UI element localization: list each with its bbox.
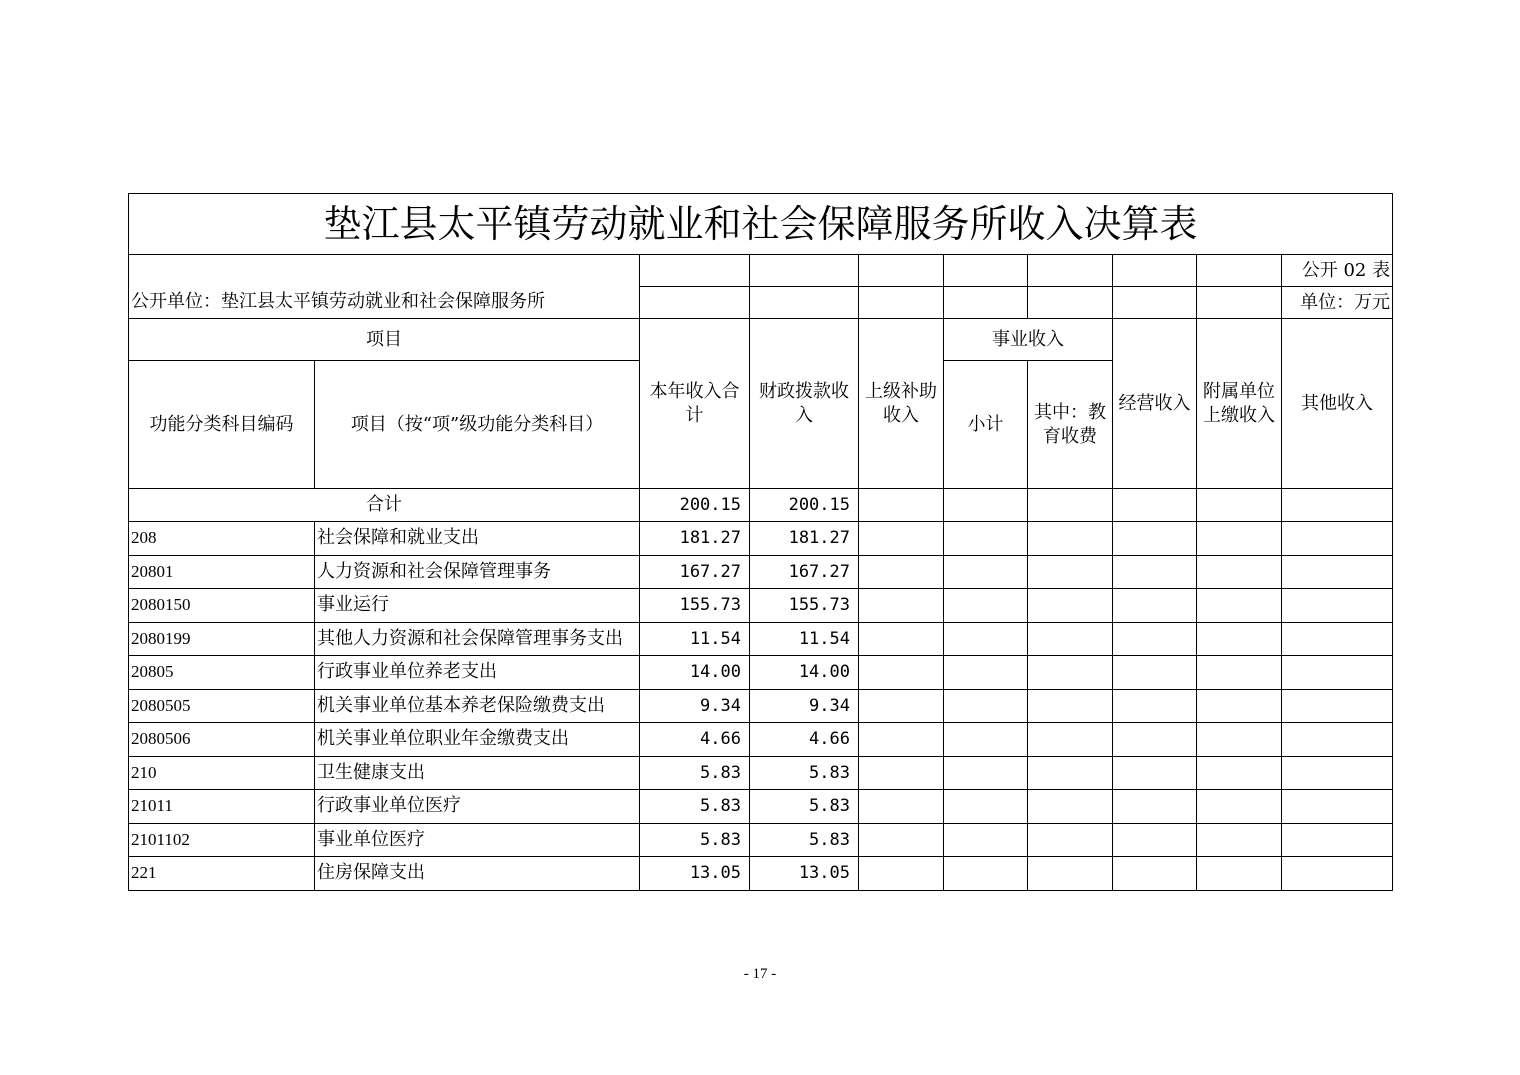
empty-cell: [1028, 622, 1113, 656]
empty-cell: [859, 522, 944, 556]
fiscal-cell: 181.27: [750, 522, 859, 556]
empty-cell: [944, 756, 1028, 790]
header-project: 项目: [129, 319, 640, 361]
empty-cell: [1197, 589, 1282, 623]
table-row: [129, 689, 1393, 723]
empty-cell: [944, 522, 1028, 556]
item-name-cell: 行政事业单位养老支出: [315, 656, 640, 690]
header-fiscal: 财政拨款收入: [750, 319, 859, 489]
header-business-income: 事业收入: [944, 319, 1113, 361]
total-income-cell: 200.15: [640, 489, 750, 522]
table-row: [129, 723, 1393, 757]
empty-cell: [1282, 823, 1393, 857]
empty-cell: [859, 790, 944, 824]
total-income-cell: 11.54: [640, 622, 750, 656]
empty-cell: [944, 555, 1028, 589]
func-code-cell: 2080506: [129, 723, 315, 757]
header-affiliated: 附属单位上缴收入: [1197, 319, 1282, 489]
reporting-unit: 公开单位：垫江县太平镇劳动就业和社会保障服务所: [129, 287, 640, 319]
total-income-cell: 13.05: [640, 857, 750, 891]
empty-cell: [944, 689, 1028, 723]
fiscal-cell: 13.05: [750, 857, 859, 891]
fiscal-cell: 155.73: [750, 589, 859, 623]
empty-cell: [944, 589, 1028, 623]
func-code-cell: 21011: [129, 790, 315, 824]
func-code-cell: 210: [129, 756, 315, 790]
empty-cell: [944, 622, 1028, 656]
empty-cell: [859, 723, 944, 757]
empty-cell: [1282, 522, 1393, 556]
empty-cell: [1113, 656, 1197, 690]
func-code-cell: 2101102: [129, 823, 315, 857]
total-income-cell: 9.34: [640, 689, 750, 723]
empty-cell: [1197, 555, 1282, 589]
func-code-cell: 221: [129, 857, 315, 891]
func-code-cell: 2080199: [129, 622, 315, 656]
item-name-cell: 住房保障支出: [315, 857, 640, 891]
item-name-cell: 社会保障和就业支出: [315, 522, 640, 556]
empty-cell: [859, 589, 944, 623]
empty-cell: [1113, 823, 1197, 857]
data-rows: [129, 522, 1393, 891]
fiscal-cell: 167.27: [750, 555, 859, 589]
empty-cell: [1197, 790, 1282, 824]
header-superior-subsidy: 上级补助收入: [859, 319, 944, 489]
item-name-cell: 卫生健康支出: [315, 756, 640, 790]
currency-unit: 单位：万元: [1282, 287, 1393, 319]
empty-cell: [1282, 555, 1393, 589]
fiscal-cell: 4.66: [750, 723, 859, 757]
fiscal-cell: 5.83: [750, 790, 859, 824]
empty-cell: [1197, 689, 1282, 723]
table-row: [129, 622, 1393, 656]
empty-cell: [859, 857, 944, 891]
header-subtotal: 小计: [944, 361, 1028, 489]
empty-cell: [944, 823, 1028, 857]
empty-cell: [1028, 656, 1113, 690]
empty-cell: [1197, 656, 1282, 690]
total-income-cell: 5.83: [640, 790, 750, 824]
empty-cell: [1282, 756, 1393, 790]
empty-cell: [1028, 823, 1113, 857]
fiscal-cell: 14.00: [750, 656, 859, 690]
header-func-code: 功能分类科目编码: [129, 361, 315, 489]
total-label: 合计: [129, 489, 640, 522]
empty-cell: [1282, 857, 1393, 891]
header-total-income: 本年收入合计: [640, 319, 750, 489]
total-fiscal-cell: 200.15: [750, 489, 859, 522]
total-row: [129, 489, 1393, 522]
func-code-cell: 20801: [129, 555, 315, 589]
empty-cell: [1028, 723, 1113, 757]
empty-cell: [1028, 790, 1113, 824]
fiscal-cell: 5.83: [750, 756, 859, 790]
empty-cell: [1197, 756, 1282, 790]
total-income-cell: 155.73: [640, 589, 750, 623]
empty-cell: [859, 555, 944, 589]
empty-cell: [1197, 857, 1282, 891]
empty-cell: [1282, 790, 1393, 824]
table-row: [129, 823, 1393, 857]
total-income-cell: 5.83: [640, 823, 750, 857]
header-edu-fee: 其中：教育收费: [1028, 361, 1113, 489]
fiscal-cell: 11.54: [750, 622, 859, 656]
page-number: - 17 -: [743, 966, 777, 982]
table-row: [129, 522, 1393, 556]
empty-cell: [1113, 857, 1197, 891]
page-title: 垫江县太平镇劳动就业和社会保障服务所收入决算表: [129, 194, 1393, 255]
header-operating: 经营收入: [1113, 319, 1197, 489]
table-row: [129, 656, 1393, 690]
income-final-accounts-table: [128, 193, 1393, 891]
total-income-cell: 167.27: [640, 555, 750, 589]
table-row: [129, 857, 1393, 891]
table-row: [129, 589, 1393, 623]
header-other: 其他收入: [1282, 319, 1393, 489]
total-income-cell: 5.83: [640, 756, 750, 790]
empty-cell: [1113, 522, 1197, 556]
empty-cell: [859, 689, 944, 723]
fiscal-cell: 9.34: [750, 689, 859, 723]
func-code-cell: 20805: [129, 656, 315, 690]
item-name-cell: 事业单位医疗: [315, 823, 640, 857]
empty-cell: [1282, 622, 1393, 656]
table-row: [129, 790, 1393, 824]
empty-cell: [1282, 656, 1393, 690]
fiscal-cell: 5.83: [750, 823, 859, 857]
func-code-cell: 2080505: [129, 689, 315, 723]
table-row: [129, 756, 1393, 790]
empty-cell: [944, 857, 1028, 891]
empty-cell: [944, 790, 1028, 824]
item-name-cell: 事业运行: [315, 589, 640, 623]
empty-cell: [859, 756, 944, 790]
item-name-cell: 其他人力资源和社会保障管理事务支出: [315, 622, 640, 656]
empty-cell: [859, 622, 944, 656]
item-name-cell: 机关事业单位职业年金缴费支出: [315, 723, 640, 757]
empty-cell: [1028, 589, 1113, 623]
empty-cell: [859, 656, 944, 690]
empty-cell: [1113, 756, 1197, 790]
item-name-cell: 行政事业单位医疗: [315, 790, 640, 824]
item-name-cell: 人力资源和社会保障管理事务: [315, 555, 640, 589]
empty-cell: [1113, 790, 1197, 824]
total-income-cell: 181.27: [640, 522, 750, 556]
func-code-cell: 2080150: [129, 589, 315, 623]
empty-cell: [1028, 857, 1113, 891]
empty-cell: [1028, 522, 1113, 556]
func-code-cell: 208: [129, 522, 315, 556]
empty-cell: [944, 723, 1028, 757]
table-row: [129, 555, 1393, 589]
empty-cell: [1113, 555, 1197, 589]
empty-cell: [1197, 823, 1282, 857]
item-name-cell: 机关事业单位基本养老保险缴费支出: [315, 689, 640, 723]
header-item-name: 项目（按“项”级功能分类科目）: [315, 361, 640, 489]
empty-cell: [944, 656, 1028, 690]
empty-cell: [859, 823, 944, 857]
empty-cell: [1113, 622, 1197, 656]
empty-cell: [1197, 622, 1282, 656]
empty-cell: [1113, 723, 1197, 757]
empty-cell: [1282, 589, 1393, 623]
empty-cell: [1028, 555, 1113, 589]
empty-cell: [1113, 689, 1197, 723]
empty-cell: [1113, 589, 1197, 623]
empty-cell: [1197, 723, 1282, 757]
empty-cell: [1028, 689, 1113, 723]
empty-cell: [1282, 723, 1393, 757]
total-income-cell: 4.66: [640, 723, 750, 757]
total-income-cell: 14.00: [640, 656, 750, 690]
empty-cell: [1282, 689, 1393, 723]
empty-cell: [1197, 522, 1282, 556]
table-number: 公开 02 表: [1282, 255, 1393, 287]
empty-cell: [1028, 756, 1113, 790]
